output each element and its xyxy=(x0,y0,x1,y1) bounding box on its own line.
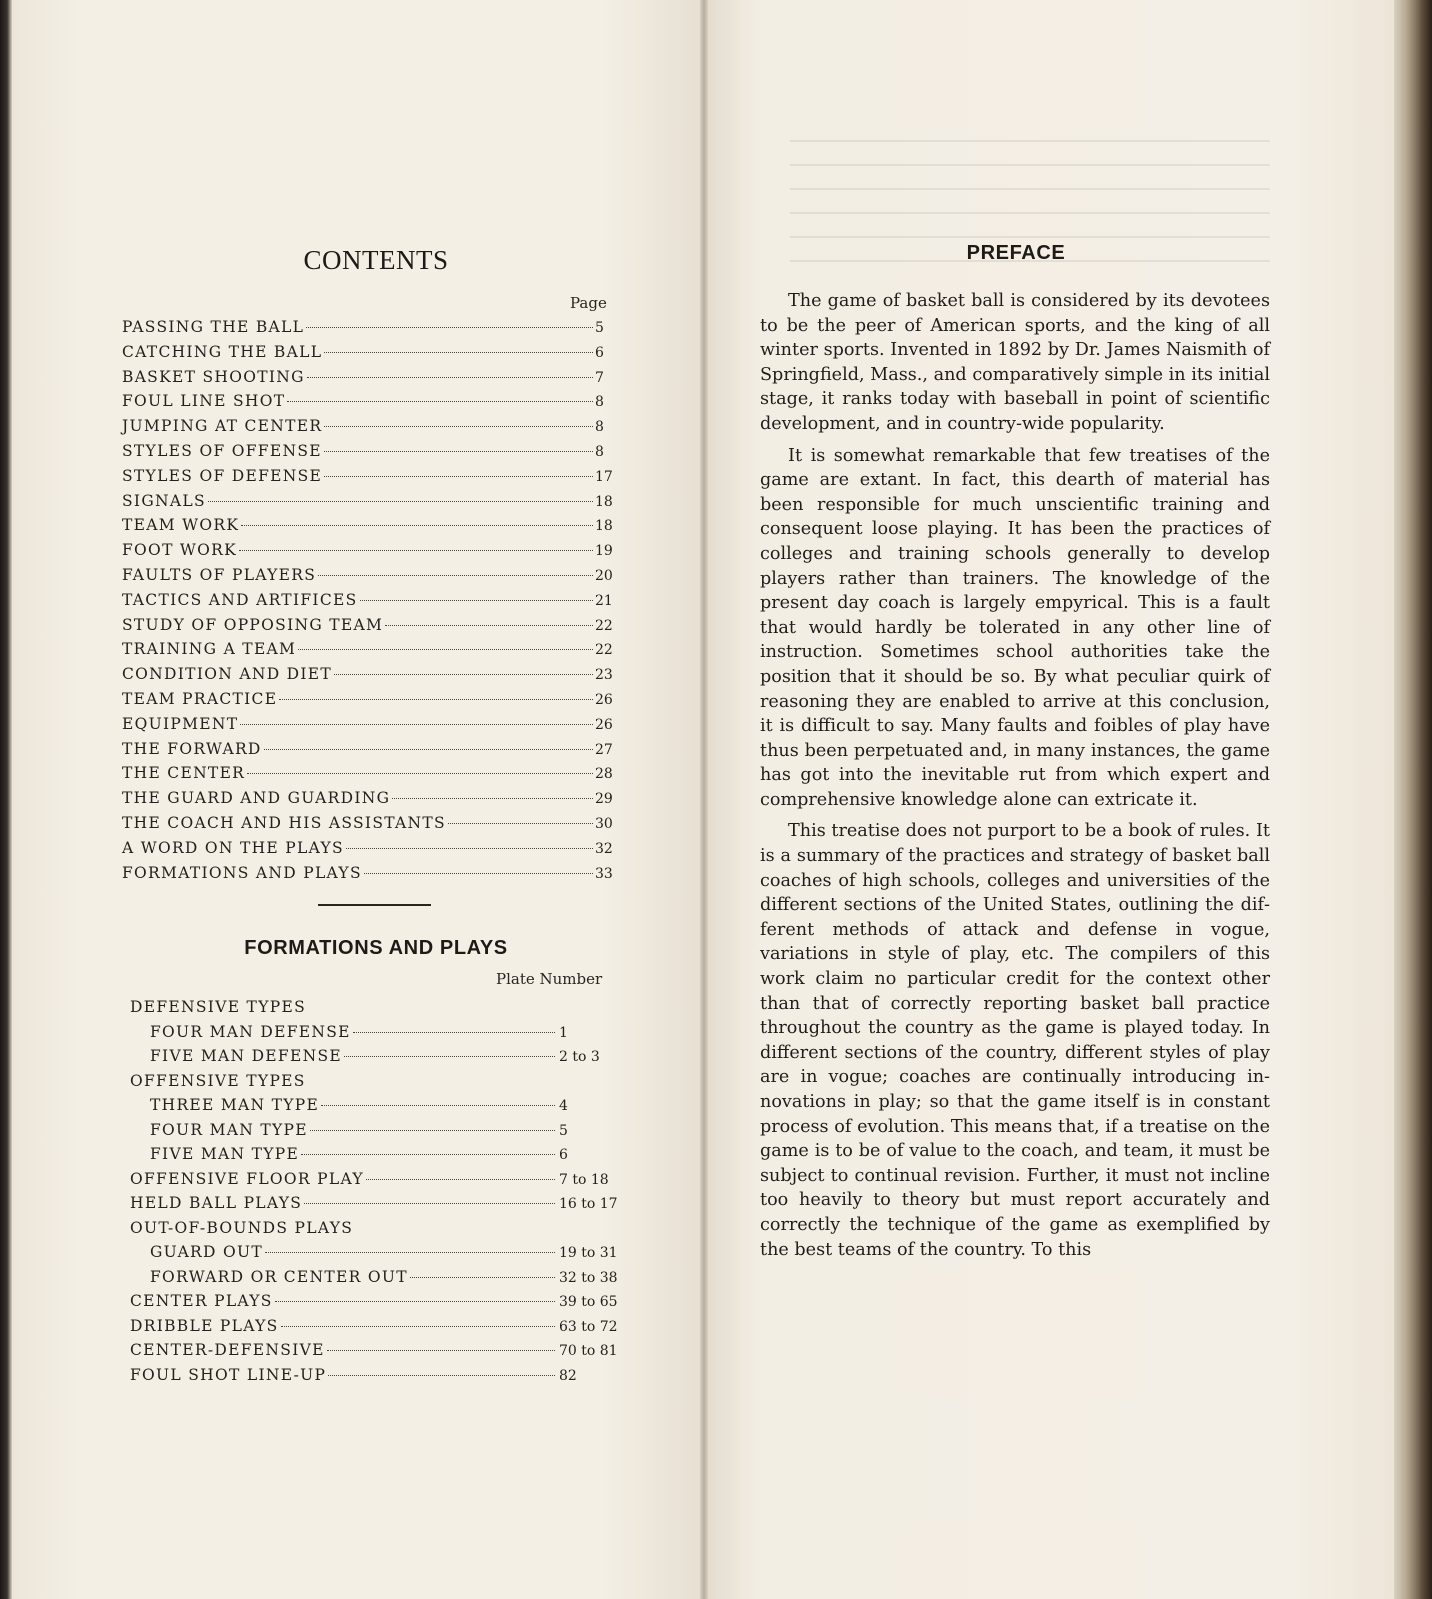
dot-leader xyxy=(240,724,593,725)
toc-entry-label: CONDITION AND DIET xyxy=(122,665,333,684)
toc-entry xyxy=(122,591,617,616)
toc-entry-page: 19 xyxy=(595,543,613,560)
toc-entry-page: 26 xyxy=(595,691,613,708)
toc-entry-label: TEAM PRACTICE xyxy=(122,689,278,708)
formation-entry-label: OFFENSIVE TYPES xyxy=(130,1071,306,1090)
toc-entry-label: STUDY OF OPPOSING TEAM xyxy=(122,615,384,634)
formation-entry xyxy=(130,1023,625,1048)
formation-plate-number: 1 xyxy=(559,1024,568,1041)
dot-leader xyxy=(287,401,593,402)
formation-entry xyxy=(130,1341,625,1366)
toc-entry-label: CATCHING THE BALL xyxy=(122,342,323,361)
toc-entry-label: PASSING THE BALL xyxy=(122,318,305,336)
formation-entry-label: DEFENSIVE TYPES xyxy=(130,998,306,1016)
toc-entry-label: THE CENTER xyxy=(122,764,246,783)
dot-leader xyxy=(239,550,593,551)
dot-leader xyxy=(344,1056,555,1057)
dot-leader xyxy=(208,501,593,502)
toc-entry-page: 22 xyxy=(595,642,613,659)
toc-entry-label: FOUL LINE SHOT xyxy=(122,392,286,411)
table-of-contents xyxy=(122,318,617,888)
formation-entry-label: FOUL SHOT LINE-UP xyxy=(130,1365,327,1384)
toc-entry-page: 17 xyxy=(595,468,613,485)
toc-entry xyxy=(122,864,617,889)
toc-entry-label: TRAINING A TEAM xyxy=(122,640,297,659)
toc-entry xyxy=(122,616,617,641)
formation-entry xyxy=(130,1145,625,1170)
dot-leader xyxy=(324,451,593,452)
formation-plate-number: 70 to 81 xyxy=(559,1343,618,1359)
dot-leader xyxy=(279,699,593,700)
dot-leader xyxy=(318,575,593,576)
formation-entry-label: HELD BALL PLAYS xyxy=(130,1194,303,1212)
formation-entry-label: GUARD OUT xyxy=(150,1243,263,1261)
toc-entry-page: 30 xyxy=(595,815,613,832)
formation-entry xyxy=(130,1243,625,1268)
toc-entry xyxy=(122,492,617,517)
toc-entry xyxy=(122,442,617,467)
dot-leader xyxy=(360,600,593,601)
dot-leader xyxy=(324,476,593,477)
dot-leader xyxy=(304,1203,555,1204)
plate-number-column-label: Plate Number xyxy=(496,970,603,988)
formation-entry-label: CENTER PLAYS xyxy=(130,1292,273,1310)
toc-entry xyxy=(122,392,617,417)
formation-plate-number: 6 xyxy=(559,1147,568,1163)
formation-plate-number: 32 to 38 xyxy=(559,1269,618,1286)
toc-entry-page: 27 xyxy=(595,741,613,758)
dot-leader xyxy=(346,848,593,849)
toc-entry-page: 29 xyxy=(595,791,613,808)
dot-leader xyxy=(392,798,593,799)
dot-leader xyxy=(327,1350,555,1351)
dot-leader xyxy=(306,327,593,328)
preface-paragraph: This treatise does not purport to be a book of rules. It is a summary of the practices and strategy of basket ball coaches of high schools, colleges and universities of the different sections of the United States, outlining the different methods of attack and defense in vogue, variations in style of play, etc. The compilers of this work claim no particular credit for the context other than that of correctly reporting basket ball practice throughout the country as the game is played today. In different sections of the country, different styles of play are in vogue; coaches are continually introducing innovations in play; so that the game itself is in constant process of evolution. This means that, if a treatise on the game is to be of value to the coach, and team, it must be subject to continual revision. Further, it must not incline too heavily to theory but must report accurately and correctly the technique of the game as exemplified by the best teams of the country. To this xyxy=(760,821,1270,1260)
formation-plate-number: 39 to 65 xyxy=(559,1294,618,1310)
toc-entry xyxy=(122,690,617,715)
formation-entry xyxy=(130,1072,625,1097)
formation-plate-number: 5 xyxy=(559,1122,568,1139)
dot-leader xyxy=(281,1326,555,1327)
formation-entry xyxy=(130,1096,625,1121)
toc-entry xyxy=(122,318,617,343)
formations-list xyxy=(130,998,625,1390)
formation-entry xyxy=(130,1121,625,1146)
toc-entry-label: THE FORWARD xyxy=(122,739,262,758)
toc-entry-page: 8 xyxy=(595,443,604,460)
toc-entry-page: 7 xyxy=(595,369,604,386)
toc-entry-page: 18 xyxy=(595,493,613,510)
page-stack-edge-right xyxy=(1394,0,1432,1599)
toc-entry-label: FORMATIONS AND PLAYS xyxy=(122,863,362,882)
contents-title: CONTENTS xyxy=(303,245,449,275)
toc-entry xyxy=(122,640,617,665)
toc-entry-page: 6 xyxy=(595,344,604,361)
formation-entry xyxy=(130,1366,625,1391)
formation-entry xyxy=(130,1292,625,1317)
toc-entry-page: 23 xyxy=(595,667,613,684)
dot-leader xyxy=(410,1277,555,1278)
toc-entry-label: JUMPING AT CENTER xyxy=(122,417,323,436)
dot-leader xyxy=(301,1154,555,1155)
formation-entry-label: FIVE MAN TYPE xyxy=(150,1145,300,1163)
formation-plate-number: 19 to 31 xyxy=(559,1245,618,1261)
formation-entry-label: OUT-OF-BOUNDS PLAYS xyxy=(130,1218,354,1237)
toc-entry-page: 18 xyxy=(595,518,613,535)
dot-leader xyxy=(334,674,593,675)
toc-entry xyxy=(122,740,617,765)
toc-entry-page: 26 xyxy=(595,716,613,733)
toc-entry xyxy=(122,715,617,740)
toc-entry xyxy=(122,814,617,839)
toc-entry xyxy=(122,343,617,368)
formation-entry-label: FOUR MAN TYPE xyxy=(150,1120,308,1139)
toc-entry xyxy=(122,541,617,566)
toc-entry xyxy=(122,368,617,393)
dot-leader xyxy=(265,1252,555,1253)
toc-entry-page: 32 xyxy=(595,840,613,857)
toc-entry xyxy=(122,764,617,789)
dot-leader xyxy=(310,1130,555,1131)
dot-leader xyxy=(364,873,593,874)
toc-entry-label: TEAM WORK xyxy=(122,516,240,535)
formation-entry xyxy=(130,1170,625,1195)
formation-entry xyxy=(130,1194,625,1219)
toc-entry-label: STYLES OF DEFENSE xyxy=(122,466,323,485)
toc-entry-label: A WORD ON THE PLAYS xyxy=(122,838,344,857)
toc-entry-page: 8 xyxy=(595,419,604,436)
toc-entry xyxy=(122,789,617,814)
book-cover-edge-left xyxy=(0,0,12,1599)
preface-body xyxy=(760,289,1270,1269)
page-column-label: Page xyxy=(570,294,607,312)
toc-entry-page: 20 xyxy=(595,567,613,584)
formation-entry xyxy=(130,1268,625,1293)
toc-entry xyxy=(122,566,617,591)
toc-entry xyxy=(122,665,617,690)
dot-leader xyxy=(353,1032,555,1033)
toc-entry-page: 22 xyxy=(595,617,613,634)
formation-plate-number: 7 to 18 xyxy=(559,1171,609,1188)
dot-leader xyxy=(264,749,593,750)
dot-leader xyxy=(448,823,593,824)
dot-leader xyxy=(366,1179,555,1180)
dot-leader xyxy=(307,377,593,378)
dot-leader xyxy=(324,426,593,427)
toc-entry-label: SIGNALS xyxy=(122,491,206,510)
preface-paragraph: The game of basket ball is considered by its devotees to be the peer of American sports, and the king of all winter sports. Invented in 1892 by Dr. James Naismith of Springfield, Mass., and comparatively simple in its initial stage, it ranks today with baseball in point of scientific development, and in country-wide popularity. xyxy=(760,291,1270,434)
toc-entry-label: EQUIPMENT xyxy=(122,714,239,733)
toc-entry-page: 21 xyxy=(595,592,613,609)
toc-entry xyxy=(122,417,617,442)
formation-entry-label: DRIBBLE PLAYS xyxy=(130,1316,279,1335)
formation-plate-number: 82 xyxy=(559,1367,577,1384)
formation-entry-label: CENTER-DEFENSIVE xyxy=(130,1341,325,1359)
dot-leader xyxy=(321,1105,555,1106)
formation-entry-label: OFFENSIVE FLOOR PLAY xyxy=(130,1169,364,1188)
dot-leader xyxy=(241,525,593,526)
formation-plate-number: 63 to 72 xyxy=(559,1318,618,1335)
formation-entry xyxy=(130,998,625,1023)
formation-entry-label: THREE MAN TYPE xyxy=(150,1096,320,1114)
toc-entry xyxy=(122,839,617,864)
formation-plate-number: 16 to 17 xyxy=(559,1196,618,1212)
toc-entry-page: 28 xyxy=(595,766,613,783)
toc-entry-label: FOOT WORK xyxy=(122,541,238,560)
toc-entry-label: THE GUARD AND GUARDING xyxy=(122,789,391,808)
formation-plate-number: 4 xyxy=(559,1098,568,1114)
formation-entry xyxy=(130,1047,625,1072)
preface-title: PREFACE xyxy=(966,242,1066,264)
formation-entry xyxy=(130,1317,625,1342)
section-divider xyxy=(318,904,431,906)
preface-paragraph: It is somewhat remarkable that few treatises of the game are extant. In fact, this dearth of material has been responsible for much unscientific training and consequent loose playing. It has been the practices of colleges and training schools generally to develop players rather than trainers. The knowledge of the present day coach is largely empyrical. This is a fault that would hardly be tolerated in any other line of instruction. Sometimes school authorities take the position that it should be so. By what peculiar quirk of reasoning they are enabled to arrive at this conclusion, it is difficult to say. Many faults and foibles of play have thus been perpetuated and, in many instances, the game has got into the inevitable rut from which expert and comprehensive knowledge alone can extricate it. xyxy=(760,445,1270,810)
toc-entry-label: FAULTS OF PLAYERS xyxy=(122,565,317,584)
toc-entry xyxy=(122,467,617,492)
toc-entry-page: 33 xyxy=(595,865,613,882)
dot-leader xyxy=(385,625,593,626)
book-gutter xyxy=(700,0,708,1599)
dot-leader xyxy=(298,649,593,650)
toc-entry xyxy=(122,516,617,541)
formation-entry-label: FORWARD OR CENTER OUT xyxy=(150,1267,408,1286)
formations-title: FORMATIONS AND PLAYS xyxy=(244,937,508,959)
toc-entry-label: STYLES OF OFFENSE xyxy=(122,441,322,460)
toc-entry-label: BASKET SHOOTING xyxy=(122,367,305,386)
toc-entry-label: THE COACH AND HIS ASSISTANTS xyxy=(122,813,446,832)
toc-entry-page: 5 xyxy=(595,320,604,336)
formation-entry xyxy=(130,1219,625,1244)
formation-entry-label: FIVE MAN DEFENSE xyxy=(150,1047,342,1065)
formation-plate-number: 2 to 3 xyxy=(559,1049,600,1065)
toc-entry-page: 8 xyxy=(595,394,604,411)
dot-leader xyxy=(324,352,593,353)
dot-leader xyxy=(328,1375,555,1376)
dot-leader xyxy=(247,773,593,774)
toc-entry-label: TACTICS AND ARTIFICES xyxy=(122,590,358,609)
formation-entry-label: FOUR MAN DEFENSE xyxy=(150,1022,351,1041)
dot-leader xyxy=(275,1301,555,1302)
